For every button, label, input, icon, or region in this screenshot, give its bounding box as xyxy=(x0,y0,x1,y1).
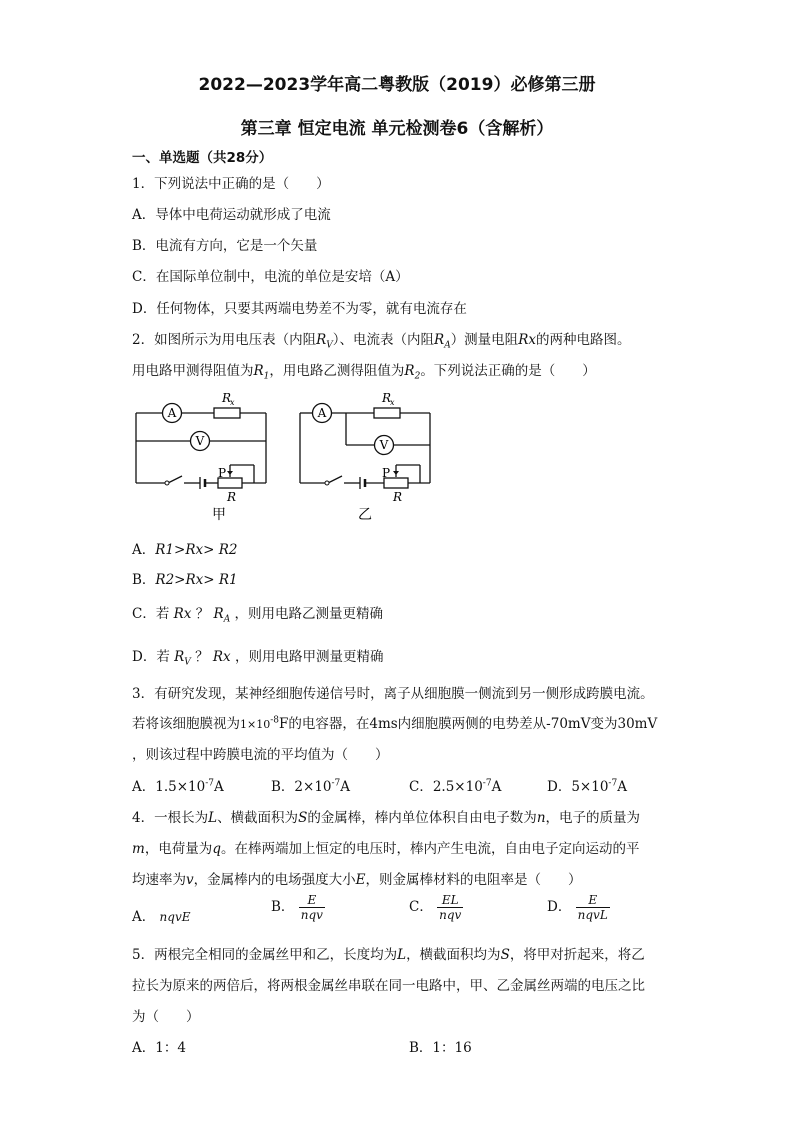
q3-option-a: A．$1.5\times 10^{-7}A$ xyxy=(132,778,224,795)
q5-option-a: A．1：4 xyxy=(132,1040,186,1056)
q2-stem-line1: 2．如图所示为用电压表（内阻$R_V$）、电流表（内阻$R_A$）测量电阻Rx的两种电路图。 xyxy=(132,332,631,351)
q3-option-c: C．$2.5\times 10^{-7}A$ xyxy=(409,778,502,795)
caption-yi: 乙 xyxy=(358,507,372,523)
q3-stem-line3: ，则该过程中跨膜电流的平均值为（ ） xyxy=(132,747,389,763)
resistor-rx-sub: x xyxy=(390,398,395,407)
q4-option-a: A． nqvE xyxy=(132,909,191,925)
circuit-diagrams xyxy=(130,385,440,525)
q3-stem-line1: 3．有研究发现，某神经细胞传递信号时，离子从细胞膜一侧流到另一侧形成跨膜电流。 xyxy=(132,686,654,702)
q4-stem-line1: 4．一根长为L、横截面积为S的金属棒，棒内单位体积自由电子数为n，电子的质量为 xyxy=(132,810,641,826)
slider-label: P xyxy=(218,466,227,480)
section-heading: 一、单选题（共28分） xyxy=(132,150,273,166)
q4-option-d: D． $\frac{E}{\text{nqvL}}$ xyxy=(547,893,608,922)
q1-option-d: D．任何物体，只要其两端电势差不为零，就有电流存在 xyxy=(132,301,467,317)
ammeter-label: A xyxy=(167,406,177,420)
circuit-yi xyxy=(300,413,430,489)
q2-option-c: C．若 Rx ？ $R_A$ ，则用电路乙测量更精确 xyxy=(132,606,383,625)
q3-option-d: D．$5\times 10^{-7}A$ xyxy=(547,778,627,795)
q5-option-b: B．1：16 xyxy=(409,1040,472,1056)
rheostat-label: R xyxy=(393,490,403,504)
q1-option-a: A．导体中电荷运动就形成了电流 xyxy=(132,207,331,223)
q2-option-a: A．R1>Rx> R2 xyxy=(132,542,238,558)
ammeter-label: A xyxy=(317,406,327,420)
q5-stem-line3: 为（ ） xyxy=(132,1009,200,1025)
q3-stem-line2: 若将该细胞膜视为$1\times 10^{-8}F$的电容器，在4ms内细胞膜两侧的电势差从-70mV变为30mV xyxy=(132,715,658,732)
q1-option-b: B．电流有方向，它是一个矢量 xyxy=(132,238,318,254)
q4-stem-line2: m，电荷量为q。在棒两端加上恒定的电压时，棒内产生电流，自由电子定向运动的平 xyxy=(132,841,640,857)
slider-arrow-icon xyxy=(393,471,399,475)
resistor-rx-label: R xyxy=(222,391,232,405)
q1-option-c: C．在国际单位制中，电流的单位是安培（A） xyxy=(132,269,409,285)
switch-icon xyxy=(165,481,169,485)
q1-stem: 1．下列说法中正确的是（ ） xyxy=(132,176,330,192)
q2-stem-line2: 用电路甲测得阻值为$R_1$，用电路乙测得阻值为$R_2$。下列说法正确的是（ ） xyxy=(132,363,596,382)
caption-jia: 甲 xyxy=(212,507,226,523)
voltmeter-label: V xyxy=(379,438,389,452)
rheostat-label: R xyxy=(227,490,237,504)
slider-arrow-icon xyxy=(227,471,233,475)
resistor-rx-sub: x xyxy=(230,398,235,407)
q4-option-b: B． $\frac{E}{\text{nqv}}$ xyxy=(271,893,323,922)
q4-option-c: C． $\frac{EL}{\text{nqv}}$ xyxy=(409,893,462,922)
voltmeter-label: V xyxy=(195,434,205,448)
q4-stem-line3: 均速率为v，金属棒内的电场强度大小E，则金属棒材料的电阻率是（ ） xyxy=(132,872,582,888)
q2-option-d: D．若 $R_V$ ？ Rx ，则用电路甲测量更精确 xyxy=(132,649,384,668)
resistor-rx-icon xyxy=(374,408,400,418)
q2-option-b: B．R2>Rx> R1 xyxy=(132,572,238,588)
document-title: 2022—2023学年高二粤教版（2019）必修第三册 xyxy=(198,75,596,95)
q5-stem-line2: 拉长为原来的两倍后，将两根金属丝串联在同一电路中，甲、乙金属丝两端的电压之比 xyxy=(132,978,645,994)
q5-stem-line1: 5．两根完全相同的金属丝甲和乙，长度均为L，横截面积均为S，将甲对折起来，将乙 xyxy=(132,947,645,963)
q3-option-b: B．$2\times 10^{-7}A$ xyxy=(271,778,351,795)
slider-label: P xyxy=(382,466,391,480)
resistor-rx-icon xyxy=(214,408,240,418)
document-subtitle: 第三章 恒定电流 单元检测卷6（含解析） xyxy=(240,119,554,139)
resistor-rx-label: R xyxy=(382,391,392,405)
switch-icon xyxy=(325,481,329,485)
